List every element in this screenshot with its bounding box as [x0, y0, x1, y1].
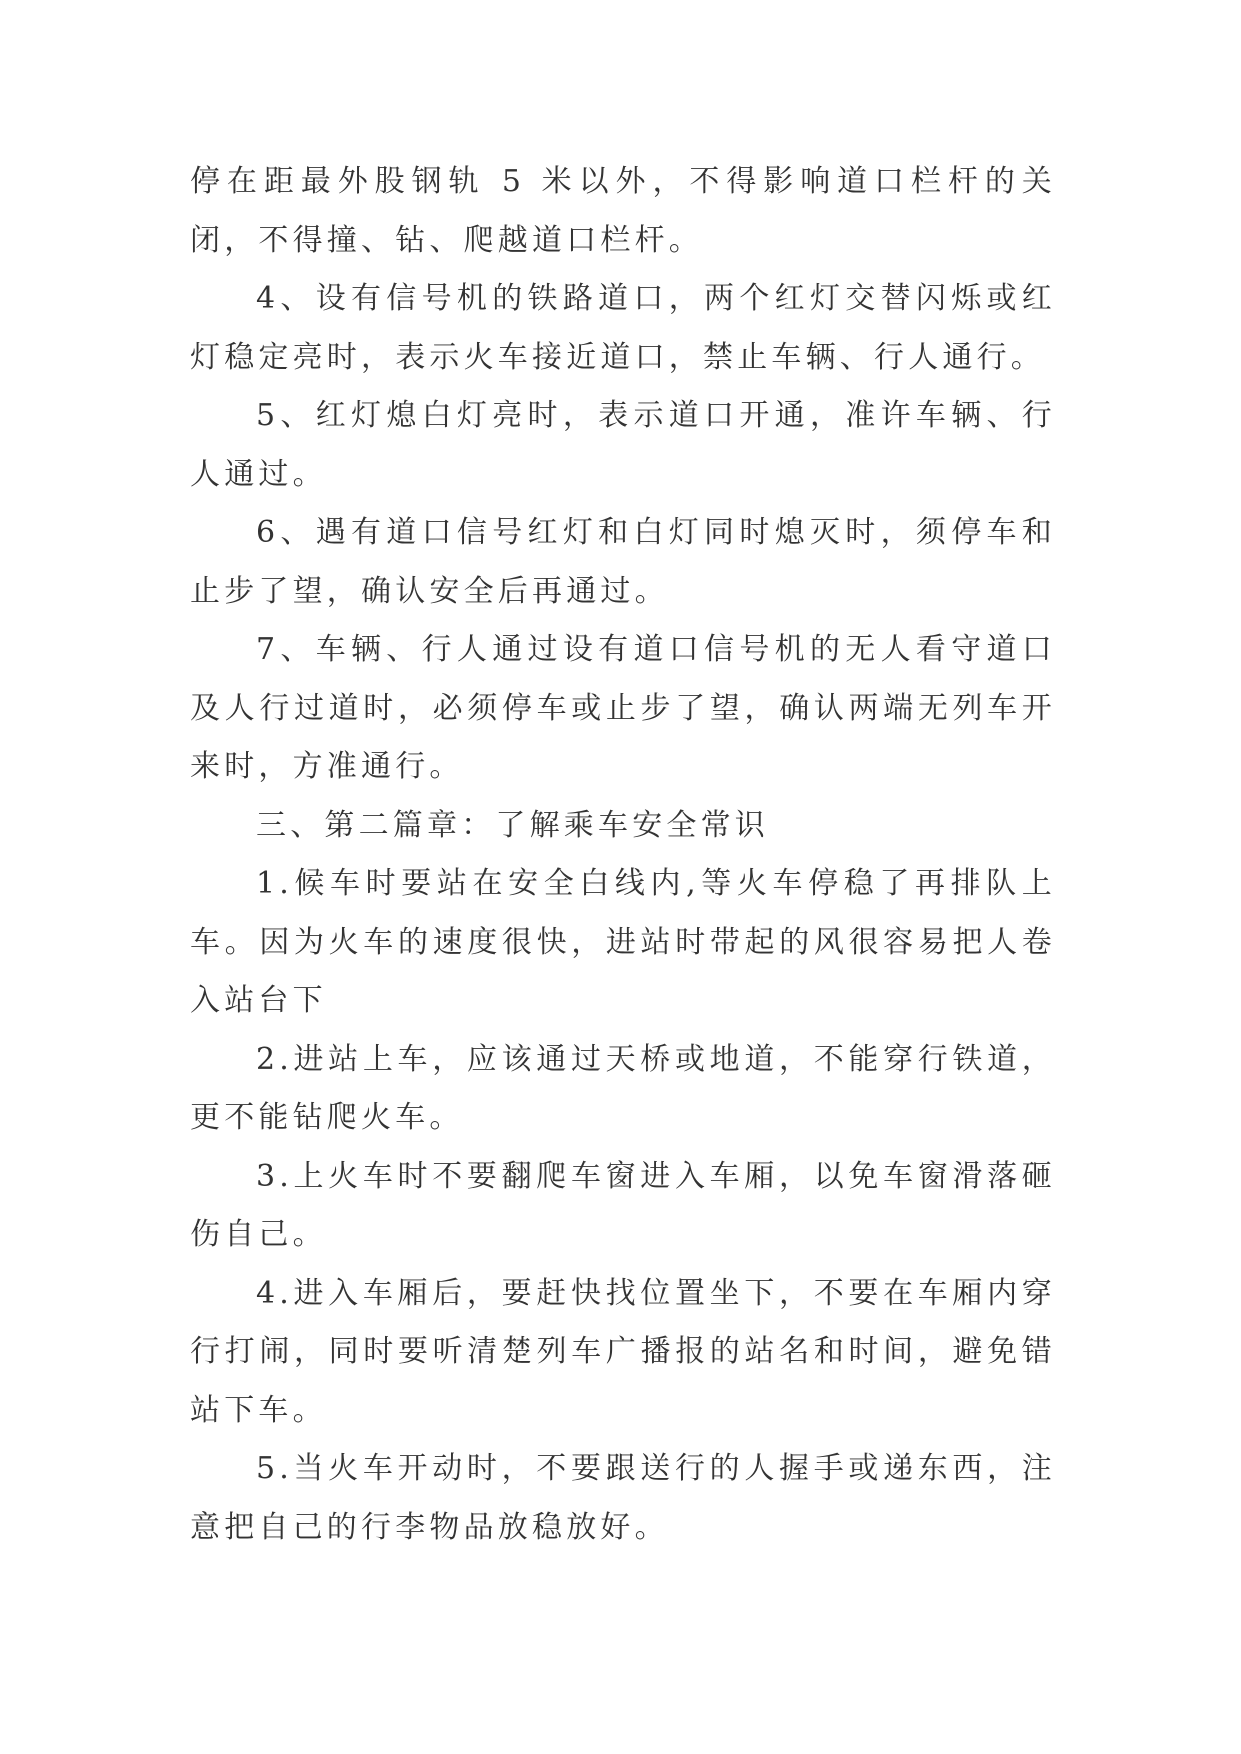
paragraph-safety-5: 5.当火车开动时，不要跟送行的人握手或递东西，注意把自己的行李物品放稳放好。: [190, 1451, 1056, 1545]
section-heading: 三、第二篇章：了解乘车安全常识: [256, 807, 769, 843]
paragraph-item-7: 7、车辆、行人通过设有道口信号机的无人看守道口及人行过道时，必须停车或止步了望，确认两端无列车开来时，方准通行。: [190, 632, 1056, 784]
paragraph-safety-1: 1.候车时要站在安全白线内,等火车停稳了再排队上车。因为火车的速度很快，进站时带起的风很容易把人卷入站台下: [190, 866, 1056, 1018]
paragraph-safety-4: 4.进入车厢后，要赶快找位置坐下，不要在车厢内穿行打闹，同时要听清楚列车广播报的站名和时间，避免错站下车。: [190, 1275, 1056, 1428]
paragraph-continuation: 停在距最外股钢轨 5 米以外，不得影响道口栏杆的关闭，不得撞、钻、爬越道口栏杆。: [190, 164, 1056, 258]
document-body: [190, 153, 1056, 1557]
paragraph-safety-2: 2.进站上车，应该通过天桥或地道，不能穿行铁道，更不能钻爬火车。: [190, 1041, 1056, 1135]
paragraph-safety-3: 3.上火车时不要翻爬车窗进入车厢，以免车窗滑落砸伤自己。: [190, 1158, 1056, 1252]
paragraph-item-6: 6、遇有道口信号红灯和白灯同时熄灭时，须停车和止步了望，确认安全后再通过。: [190, 515, 1056, 609]
paragraph-item-4: 4、设有信号机的铁路道口，两个红灯交替闪烁或红灯稳定亮时，表示火车接近道口，禁止车辆、行人通行。: [190, 281, 1056, 375]
paragraph-item-5: 5、红灯熄白灯亮时，表示道口开通，准许车辆、行人通过。: [190, 398, 1056, 492]
